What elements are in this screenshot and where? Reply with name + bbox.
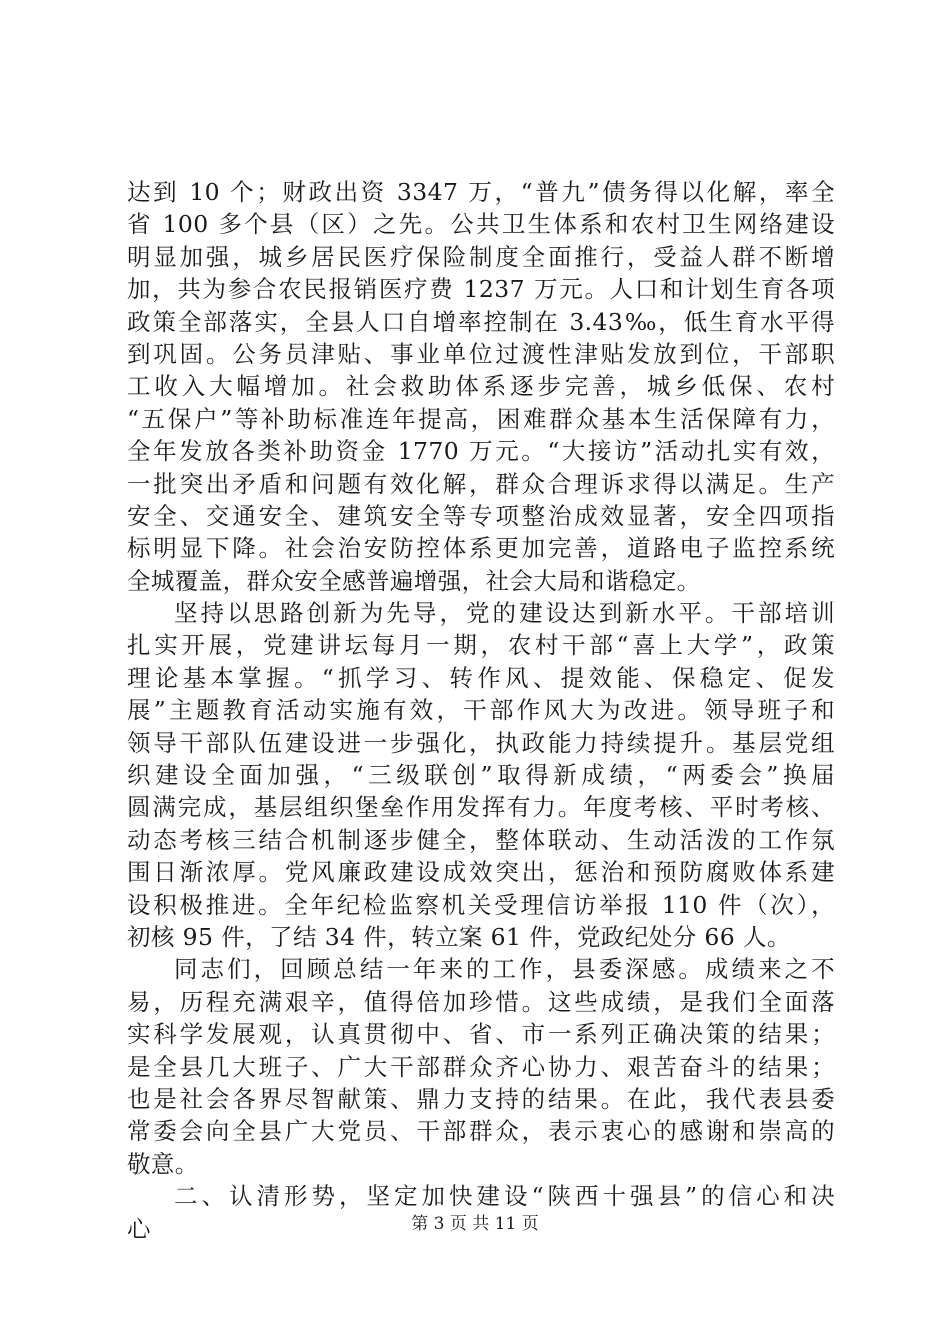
text-line: 达到 10 个；财政出资 3347 万，“普九”债务得以化解，率全 (127, 178, 835, 206)
text-line: 理论基本掌握。“抓学习、转作风、提效能、保稳定、促发 (127, 663, 835, 692)
text-line: 领导干部队伍建设进一步强化，执政能力持续提升。基层党组 (127, 728, 835, 757)
text-line: 政策全部落实，全县人口自增率控制在 3.43‰，低生育水平得 (127, 307, 835, 336)
text-line: 安全、交通安全、建筑安全等专项整治成效显著，安全四项指 (127, 501, 835, 530)
text-line: 圆满完成，基层组织堡垒作用发挥有力。年度考核、平时考核、 (127, 793, 835, 822)
text-line: 工收入大幅增加。社会救助体系逐步完善，城乡低保、农村 (127, 372, 835, 401)
text-line: “五保户”等补助标准连年提高，困难群众基本生活保障有力， (127, 404, 835, 433)
text-line: 动态考核三结合机制逐步健全，整体联动、生动活泼的工作氛 (127, 825, 835, 854)
text-line: 心 (127, 1214, 151, 1243)
text-line: 织建设全面加强，“三级联创”取得新成绩，“两委会”换届 (127, 761, 835, 790)
text-line: 到巩固。公务员津贴、事业单位过渡性津贴发放到位，干部职 (127, 339, 835, 368)
text-line: 标明显下降。社会治安防控体系更加完善，道路电子监控系统 (127, 534, 835, 563)
text-line: 初核 95 件，了结 34 件，转立案 61 件，党政纪处分 66 人。 (127, 922, 791, 951)
text-line: 常委会向全县广大党员、干部群众，表示衷心的感谢和崇高的 (127, 1117, 835, 1146)
text-line: 扎实开展，党建讲坛每月一期，农村干部“喜上大学”，政策 (127, 631, 835, 660)
text-line: 加，共为参合农民报销医疗费 1237 万元。人口和计划生育各项 (127, 275, 835, 304)
text-line: 围日渐浓厚。党风廉政建设成效突出，惩治和预防腐败体系建 (127, 858, 835, 887)
text-line: 省 100 多个县（区）之先。公共卫生体系和农村卫生网络建设 (127, 210, 835, 239)
document-body (127, 176, 835, 1245)
text-line: 一批突出矛盾和问题有效化解，群众合理诉求得以满足。生产 (127, 469, 835, 498)
text-line: 是全县几大班子、广大干部群众齐心协力、艰苦奋斗的结果； (127, 1052, 835, 1081)
text-line: 展”主题教育活动实施有效，干部作风大为改进。领导班子和 (127, 696, 835, 725)
page-footer: 第 3 页 共 11 页 (411, 1214, 539, 1234)
text-line: 也是社会各界尽智献策、鼎力支持的结果。在此，我代表县委 (127, 1084, 835, 1113)
text-line: 坚持以思路创新为先导，党的建设达到新水平。干部培训 (174, 599, 835, 628)
text-line: 易，历程充满艰辛，值得倍加珍惜。这些成绩，是我们全面落 (127, 987, 835, 1016)
text-line: 全年发放各类补助资金 1770 万元。“大接访”活动扎实有效， (127, 437, 835, 466)
text-line: 明显加强，城乡居民医疗保险制度全面推行，受益人群不断增 (127, 242, 835, 271)
text-line: 实科学发展观，认真贯彻中、省、市一系列正确决策的结果； (127, 1020, 835, 1049)
text-line: 二、认清形势，坚定加快建设“陕西十强县”的信心和决 (174, 1182, 835, 1211)
text-line: 敬意。 (127, 1149, 199, 1178)
text-line: 设积极推进。全年纪检监察机关受理信访举报 110 件（次）， (127, 890, 835, 919)
text-line: 全城覆盖，群众安全感普遍增强，社会大局和谐稳定。 (127, 566, 701, 595)
text-line: 同志们，回顾总结一年来的工作，县委深感。成绩来之不 (174, 955, 835, 984)
